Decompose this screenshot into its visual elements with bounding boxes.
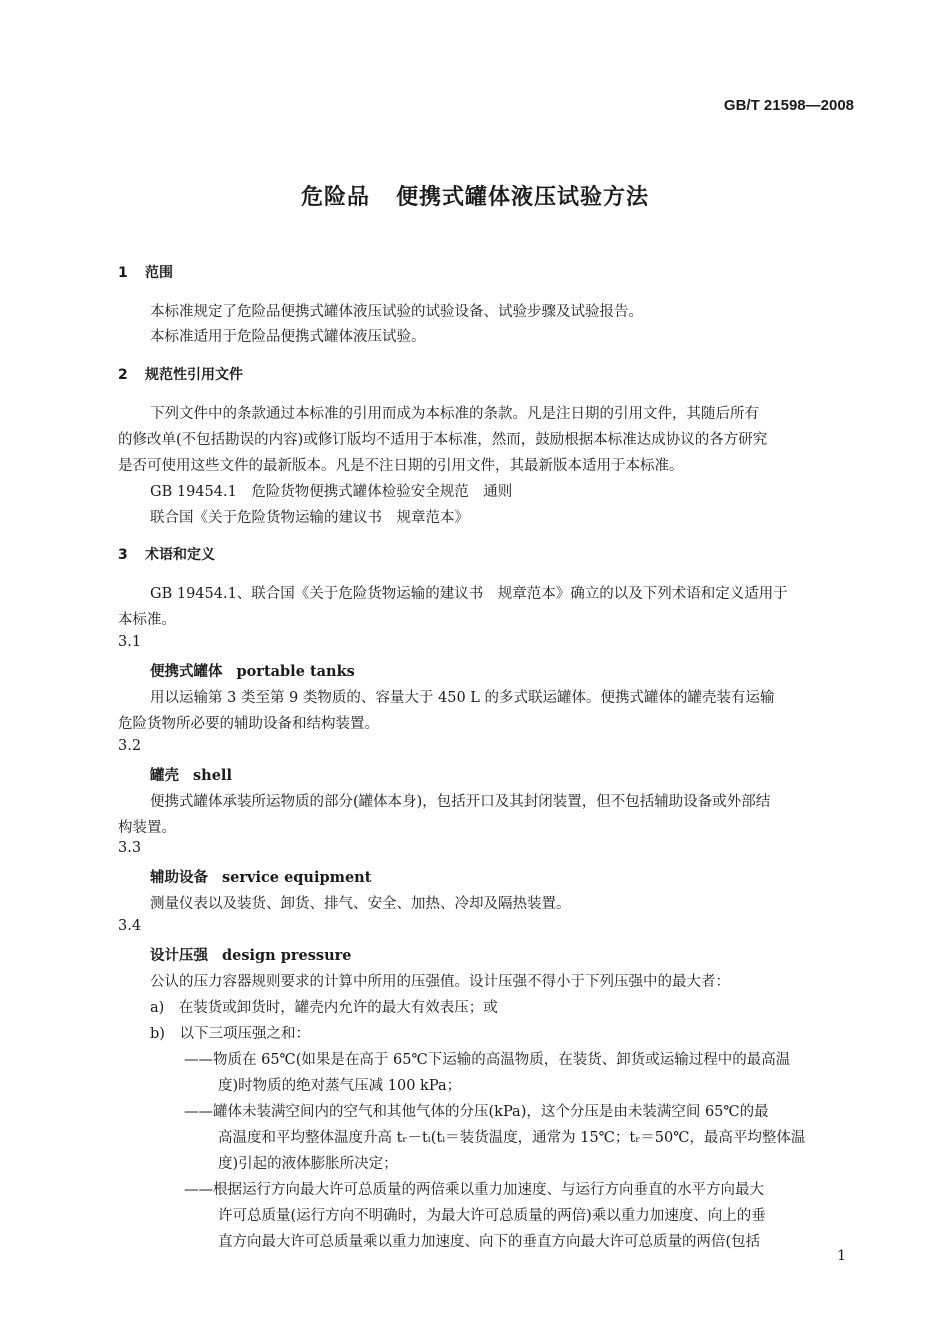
dash-item-1-line-2: 度)时物质的绝对蒸气压减 100 kPa； [218, 1078, 462, 1094]
list-item-b: b) 以下三项压强之和： [150, 1026, 310, 1042]
clause-3-2-def-line-2: 构装置。 [118, 820, 176, 836]
section-2-para-line-2: 的修改单(不包括勘误的内容)或修订版均不适用于本标准，然而，鼓励根据本标准达成协议的各方研究 [118, 432, 768, 448]
dash-item-3-line-1: ——根据运行方向最大许可总质量的两倍乘以重力加速度、与运行方向垂直的水平方向最大 [184, 1182, 764, 1198]
clause-3-2-def-line-1: 便携式罐体承装所运物质的部分(罐体本身)，包括开口及其封闭装置，但不包括辅助设备或外部结 [150, 794, 771, 810]
title-part2: 便携式罐体液压试验方法 [396, 185, 650, 210]
list-item-a: a) 在装货或卸货时，罐壳内允许的最大有效表压；或 [150, 1000, 498, 1016]
dash-item-2-line-1: ——罐体未装满空间内的空气和其他气体的分压(kPa)，这个分压是由未装满空间 65℃的最 [184, 1104, 769, 1120]
clause-3-3-number: 3.3 [118, 840, 142, 856]
clause-3-3-def-line-1: 测量仪表以及装货、卸货、排气、安全、加热、冷却及隔热装置。 [150, 896, 571, 912]
clause-3-4-def-line-1: 公认的压力容器规则要求的计算中所用的压强值。设计压强不得小于下列压强中的最大者： [150, 974, 730, 990]
clause-3-1-term: 便携式罐体 portable tanks [150, 663, 355, 680]
section-2-para-line-3: 是否可使用这些文件的最新版本。凡是不注日期的引用文件，其最新版本适用于本标准。 [118, 458, 684, 474]
clause-3-4-number: 3.4 [118, 918, 142, 934]
clause-3-1-def-line-1: 用以运输第 3 类至第 9 类物质的、容量大于 450 L 的多式联运罐体。便携式罐体的罐壳装有运输 [150, 690, 775, 706]
clause-3-3-term: 辅助设备 service equipment [150, 869, 372, 886]
title-part1: 危险品 [300, 185, 370, 210]
dash-item-2-line-2: 高温度和平均整体温度升高 tᵣ－tᵢ(tᵢ＝装货温度，通常为 15℃；tᵣ＝50℃，最高平均整体温 [218, 1130, 806, 1146]
reference-2: 联合国《关于危险货物运输的建议书 规章范本》 [150, 510, 469, 526]
reference-1: GB 19454.1 危险货物便携式罐体检验安全规范 通则 [150, 484, 513, 500]
section-3-intro-line-1: GB 19454.1、联合国《关于危险货物运输的建议书 规章范本》确立的以及下列术语和定义适用于 [150, 586, 788, 602]
dash-item-3-line-3: 直方向最大许可总质量乘以重力加速度、向下的垂直方向最大许可总质量的两倍(包括 [218, 1234, 761, 1250]
section-3-intro-line-2: 本标准。 [118, 612, 176, 628]
section-3-heading: 3 术语和定义 [118, 547, 215, 563]
section-1-para-2: 本标准适用于危险品便携式罐体液压试验。 [150, 329, 426, 345]
dash-item-3-line-2: 许可总质量(运行方向不明确时，为最大许可总质量的两倍)乘以重力加速度、向上的垂 [218, 1208, 766, 1224]
clause-3-2-term: 罐壳 shell [150, 767, 232, 784]
standard-code: GB/T 21598—2008 [723, 97, 854, 114]
clause-3-4-term: 设计压强 design pressure [150, 947, 352, 964]
dash-item-1-line-1: ——物质在 65℃(如果是在高于 65℃下运输的高温物质，在装货、卸货或运输过程中的最高温 [184, 1052, 791, 1068]
section-2-para-line-1: 下列文件中的条款通过本标准的引用而成为本标准的条款。凡是注日期的引用文件，其随后所有 [150, 406, 759, 422]
section-1-para-1: 本标准规定了危险品便携式罐体液压试验的试验设备、试验步骤及试验报告。 [150, 304, 643, 320]
section-1-heading: 1 范围 [118, 265, 173, 281]
document-title [0, 180, 950, 211]
clause-3-1-def-line-2: 危险货物所必要的辅助设备和结构装置。 [118, 716, 379, 732]
section-2-heading: 2 规范性引用文件 [118, 367, 243, 383]
clause-3-1-number: 3.1 [118, 634, 142, 650]
page-number: 1 [837, 1248, 846, 1264]
dash-item-2-line-3: 度)引起的液体膨胀所决定； [218, 1156, 398, 1172]
clause-3-2-number: 3.2 [118, 738, 142, 754]
